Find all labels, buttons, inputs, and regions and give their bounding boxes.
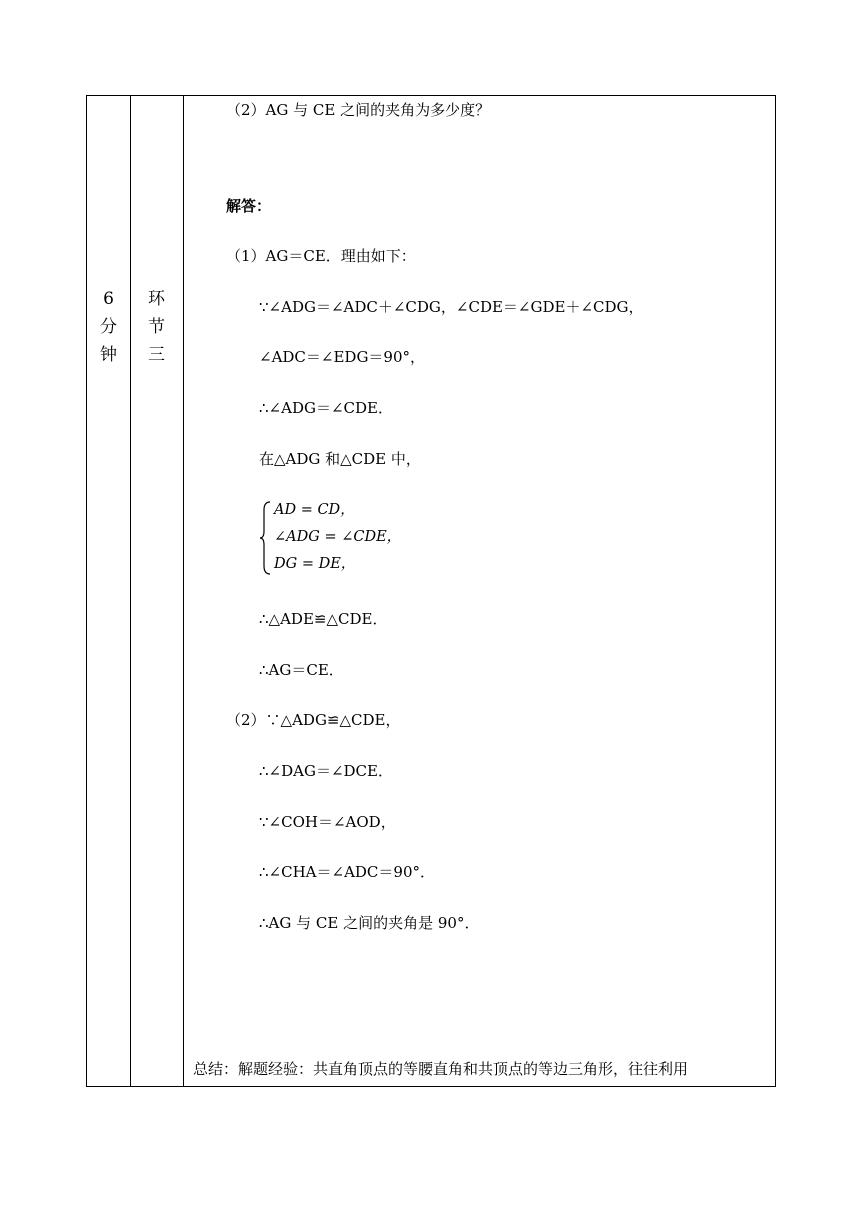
proof-line: 在△ADG 和△CDE 中， [259, 450, 421, 468]
stage-char: 节 [148, 317, 165, 337]
stage-char: 环 [148, 289, 165, 309]
left-brace-icon [259, 500, 273, 576]
column-divider [183, 96, 184, 1086]
proof-line: ∴AG＝CE． [259, 661, 344, 679]
proof-line: ∴△ADE≌△CDE． [259, 610, 388, 628]
answer-title: 解答： [226, 197, 272, 215]
time-char: 6 [103, 289, 114, 309]
proof-line: ∴AG 与 CE 之间的夹角是 90°． [259, 914, 480, 932]
time-char: 分 [100, 317, 117, 337]
time-cell [87, 285, 130, 369]
proof-line: （2）∵△ADG≌△CDE， [226, 711, 401, 729]
stage-cell [130, 285, 183, 369]
question-number: （2） [226, 101, 266, 119]
proof-line: （1）AG＝CE．理由如下： [226, 247, 416, 265]
system-row: DG = DE， [274, 556, 356, 572]
proof-line: ∵∠ADG＝∠ADC＋∠CDG，∠CDE＝∠GDE＋∠CDG， [259, 298, 644, 316]
equation-system [259, 500, 439, 576]
column-divider [130, 96, 131, 1086]
stage-char: 三 [148, 345, 165, 365]
system-row: ∠ADG = ∠CDE， [274, 529, 402, 545]
question-2 [226, 100, 490, 120]
question-text: AG 与 CE 之间的夹角为多少度？ [265, 101, 491, 119]
time-char: 钟 [100, 345, 117, 365]
lesson-table [86, 95, 776, 1087]
proof-line: ∠ADC＝∠EDG＝90°， [259, 348, 426, 366]
proof-line: ∴∠CHA＝∠ADC＝90°． [259, 863, 435, 881]
system-row: AD = CD， [274, 502, 355, 518]
proof-line: ∴∠DAG＝∠DCE． [259, 762, 393, 780]
summary-text: 总结：解题经验：共直角顶点的等腰直角和共顶点的等边三角形，往往利用 [193, 1060, 689, 1078]
proof-line: ∵∠COH＝∠AOD， [259, 813, 396, 831]
proof-line: ∴∠ADG＝∠CDE． [259, 399, 393, 417]
